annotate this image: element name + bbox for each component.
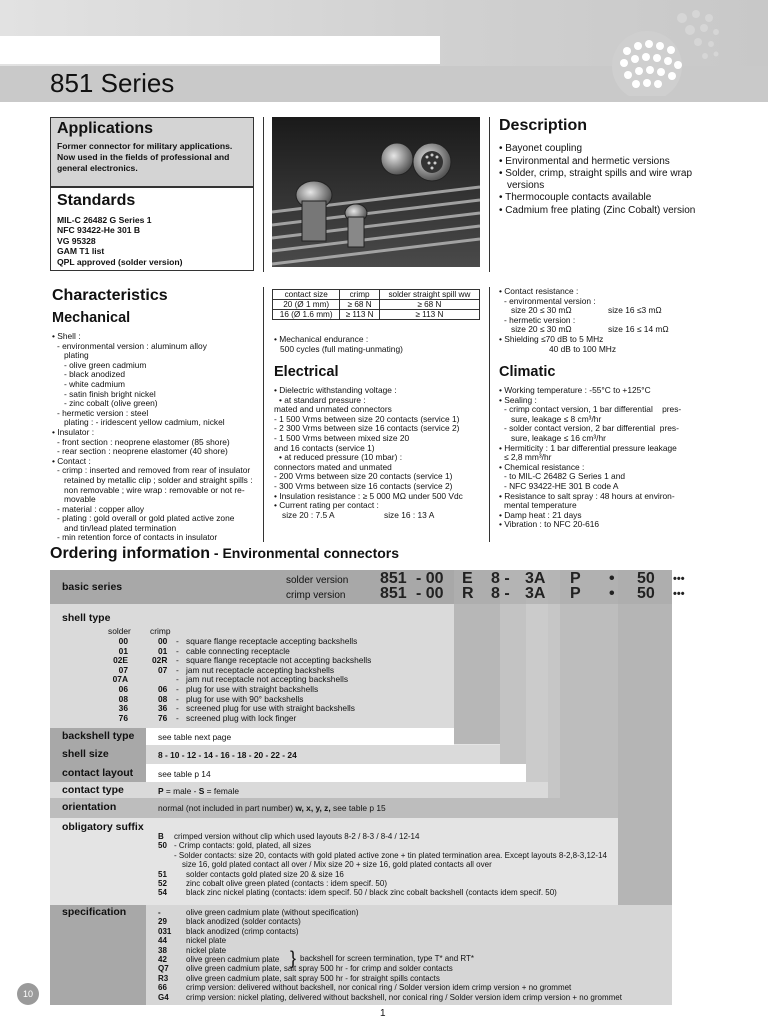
elec-line: • Insulation resistance : ≥ 5 000 MΩ under 500 Vdc bbox=[274, 490, 463, 501]
retention-force-table bbox=[272, 289, 480, 320]
description-item: • Cadmium free plating (Zinc Cobalt) version bbox=[499, 204, 696, 216]
contact-layout-label: contact layout bbox=[62, 767, 134, 779]
shell-solder-code: 07A bbox=[112, 674, 128, 685]
ordering-heading-wrap bbox=[50, 545, 399, 563]
page-title: 851 Series bbox=[50, 68, 175, 98]
suffix-desc: - Solder contacts: size 20, contacts with gold plated active zone + tin plated termination area. Except layouts 8-2,8-3,12-14 bbox=[174, 850, 607, 860]
suffix-desc: size 16, gold plated contact all over / Mix size 20 + size 16, gold plated contacts all over bbox=[182, 860, 492, 870]
shell-size-label: shell size bbox=[62, 748, 109, 760]
spec-code: - bbox=[158, 908, 161, 917]
suffix-code: 50 bbox=[158, 841, 167, 851]
code-suffix: 50 bbox=[637, 585, 655, 602]
code-suffix: 50 bbox=[637, 570, 655, 587]
code-spec: ••• bbox=[673, 588, 685, 600]
backshell-type-label: backshell type bbox=[62, 730, 135, 742]
mech-line: - material : copper alloy bbox=[57, 503, 145, 514]
list-item bbox=[150, 860, 620, 869]
dash: - bbox=[176, 655, 179, 666]
suffix-desc: black zinc nickel plating (contacts: idem specif. 50 / black zinc cobalt backshell (contacts idem specif. 50) bbox=[186, 888, 557, 898]
climatic-line: sure, leakage ≤ 16 cm³/hr bbox=[511, 432, 606, 443]
endurance-line: • Mechanical endurance : bbox=[274, 334, 369, 344]
spec-code: R3 bbox=[158, 973, 169, 983]
list-item bbox=[150, 832, 620, 841]
code-version: E bbox=[462, 570, 473, 587]
mech-line: - crimp : inserted and removed from rear of insulator bbox=[57, 465, 251, 476]
spec-code: 29 bbox=[158, 917, 167, 927]
code-contact: P bbox=[570, 570, 581, 587]
list-item bbox=[150, 927, 672, 936]
orientation-value bbox=[158, 803, 386, 813]
mech-line: plating bbox=[64, 350, 89, 361]
shell-solder-code: 01 bbox=[118, 645, 128, 656]
shell-solder-code: 06 bbox=[118, 683, 128, 694]
contact-layout-value: see table p 14 bbox=[158, 769, 211, 779]
current-rating-line bbox=[274, 511, 486, 521]
shell-type-label: shell type bbox=[62, 612, 111, 624]
table-header-row bbox=[273, 290, 480, 300]
shell-type-list bbox=[90, 637, 450, 723]
list-item bbox=[150, 983, 672, 992]
list-item bbox=[90, 714, 450, 724]
code-spec: ••• bbox=[673, 573, 685, 585]
suffix-code: 51 bbox=[158, 869, 167, 879]
mech-line: • Shell : bbox=[52, 331, 81, 341]
shell-desc: jam nut receptacle not accepting backshells bbox=[186, 674, 349, 685]
suffix-code: 52 bbox=[158, 878, 167, 888]
dash: - bbox=[176, 683, 179, 694]
standard-line: VG 95328 bbox=[57, 235, 96, 246]
description-list bbox=[499, 143, 724, 216]
description-item: • Solder, crimp, straight spills and wire wrap versions bbox=[499, 168, 693, 191]
mech-line: • Contact : bbox=[52, 455, 91, 466]
obligatory-suffix-label: obligatory suffix bbox=[62, 821, 144, 833]
spec-desc: black anodized (crimp contacts) bbox=[186, 926, 299, 936]
orientation-text: normal (not included in part number) bbox=[158, 803, 296, 813]
elec-line: - 1 500 Vrms between size 20 contacts (service 1) bbox=[274, 413, 460, 424]
shell-desc: square flange receptacle not accepting backshells bbox=[186, 655, 372, 666]
suffix-desc: solder contacts gold plated size 20 & size 16 bbox=[186, 869, 344, 879]
mech-line: - white cadmium bbox=[64, 378, 125, 389]
mech-line: - zinc cobalt (olive green) bbox=[64, 398, 158, 409]
climatic-line: - crimp contact version, 1 bar differential pres- bbox=[504, 404, 682, 415]
elec-line: - 200 Vrms between size 20 contacts (service 1) bbox=[274, 471, 453, 482]
resistance-env-line bbox=[499, 306, 724, 316]
resistance-value: size 20 ≤ 30 mΩ bbox=[511, 305, 572, 316]
code-series: 851 bbox=[380, 585, 407, 602]
current-rating-16: size 16 : 13 A bbox=[384, 509, 435, 520]
description-section bbox=[499, 117, 724, 217]
code-orientation: • bbox=[609, 585, 615, 602]
shell-crimp-code: 08 bbox=[158, 693, 168, 704]
mech-line: • Insulator : bbox=[52, 426, 95, 437]
page-number: 1 bbox=[380, 1008, 386, 1019]
mech-line: non removable ; wire wrap : removable or not re- bbox=[64, 484, 245, 495]
code-layout: 3A bbox=[525, 570, 546, 587]
shell-desc: jam nut receptacle accepting backshells bbox=[186, 664, 335, 675]
elec-line: • at standard pressure : bbox=[279, 394, 366, 405]
climatic-text bbox=[499, 386, 724, 530]
shell-crimp-code: 06 bbox=[158, 683, 168, 694]
climatic-line: • Resistance to salt spray : 48 hours at environ- bbox=[499, 490, 675, 501]
list-item bbox=[150, 993, 672, 1002]
mechanical-endurance bbox=[274, 335, 403, 354]
spec-desc: black anodized (solder contacts) bbox=[186, 917, 301, 927]
shell-crimp-code: 76 bbox=[158, 712, 168, 723]
elec-line: connectors mated and unmated bbox=[274, 461, 392, 472]
contact-type-text: = female bbox=[204, 786, 240, 796]
page-number-badge bbox=[17, 983, 39, 1005]
orientation-text: see table p 15 bbox=[330, 803, 386, 813]
climatic-line: - NFC 93422-HE 301 B code A bbox=[504, 480, 619, 491]
shell-desc: plug for use with straight backshells bbox=[186, 683, 319, 694]
contact-type-text: = male - bbox=[163, 786, 199, 796]
contact-resistance bbox=[499, 287, 724, 354]
climatic-line: • Working temperature : -55°C to +125°C bbox=[499, 385, 651, 395]
shell-solder-code: 00 bbox=[118, 636, 128, 646]
description-item: • Thermocouple contacts available bbox=[499, 192, 652, 203]
mech-line: - plating : gold overall or gold plated active zone bbox=[57, 513, 235, 524]
current-rating-20: size 20 : 7.5 A bbox=[282, 509, 335, 520]
list-item bbox=[150, 851, 620, 860]
description-heading: Description bbox=[499, 117, 588, 134]
elec-line: - 300 Vrms between size 16 contacts (service 2) bbox=[274, 480, 453, 491]
shielding-line: 40 dB to 100 MHz bbox=[549, 343, 617, 354]
climatic-line: • Chemical resistance : bbox=[499, 461, 585, 472]
spec-desc: olive green cadmium plate (without specification) bbox=[186, 908, 359, 917]
divider bbox=[263, 117, 264, 272]
standard-line: QPL approved (solder version) bbox=[57, 256, 183, 267]
dash: - bbox=[176, 636, 179, 646]
spec-desc: crimp version: nickel plating, delivered without backshell, nor conical ring / Solder version idem crimp version + no grommet bbox=[186, 992, 622, 1002]
climatic-line: - solder contact version, 2 bar differential pres- bbox=[504, 423, 679, 434]
suffix-code: B bbox=[158, 832, 164, 841]
contact-type-row bbox=[50, 782, 548, 798]
spec-code: 44 bbox=[158, 936, 167, 946]
contact-type-label: contact type bbox=[62, 784, 124, 796]
mech-line: and tin/lead plated termination bbox=[64, 522, 177, 533]
contact-type-code: S bbox=[198, 786, 205, 796]
shell-crimp-code: 00 bbox=[158, 636, 168, 646]
shell-desc: square flange receptacle accepting backshells bbox=[186, 636, 358, 646]
applications-box bbox=[50, 117, 254, 187]
backshell-type-value: see table next page bbox=[158, 732, 232, 742]
table-cell: 16 (Ø 1.6 mm) bbox=[273, 310, 340, 320]
table-cell: ≥ 68 N bbox=[379, 300, 479, 310]
spec-code: 031 bbox=[158, 926, 172, 936]
mech-line: - hermetic version : steel bbox=[57, 407, 149, 418]
solder-col-header: solder bbox=[108, 626, 131, 636]
climatic-line: • Damp heat : 21 days bbox=[499, 509, 582, 520]
shell-desc: cable connecting receptacle bbox=[186, 645, 290, 656]
specification-label: specification bbox=[62, 906, 127, 918]
spec-code: Q7 bbox=[158, 964, 169, 974]
list-item bbox=[150, 908, 672, 917]
list-item bbox=[150, 936, 672, 945]
crimp-col-header: crimp bbox=[150, 626, 171, 636]
table-row bbox=[273, 310, 480, 320]
resistance-herm-line bbox=[499, 325, 724, 335]
code-series: 851 bbox=[380, 570, 407, 587]
code-column-specification bbox=[618, 570, 672, 905]
header-white-strip bbox=[0, 36, 440, 64]
connector-product-photo bbox=[272, 117, 480, 267]
shell-solder-code: 02E bbox=[113, 655, 128, 666]
standard-line: NFC 93422-He 301 B bbox=[57, 225, 141, 236]
list-item bbox=[150, 870, 620, 879]
dash: - bbox=[176, 664, 179, 675]
mech-line: - black anodized bbox=[64, 369, 125, 380]
shell-desc: plug for use with 90° backshells bbox=[186, 693, 304, 704]
description-item: • Environmental and hermetic versions bbox=[499, 155, 670, 167]
shell-solder-code: 36 bbox=[118, 703, 128, 714]
orientation-codes: w, x, y, z, bbox=[295, 803, 331, 813]
basic-series-label: basic series bbox=[62, 581, 123, 593]
elec-line: and 16 contacts (service 1) bbox=[274, 442, 375, 453]
list-item bbox=[150, 917, 672, 926]
shell-desc: screened plug with lock finger bbox=[186, 712, 297, 723]
list-item bbox=[150, 841, 620, 850]
table-cell: ≥ 113 N bbox=[340, 310, 379, 320]
code-shell-type: - 00 bbox=[416, 585, 444, 602]
mech-line: plating : - iridescent yellow cadmium, nickel bbox=[64, 417, 225, 428]
code-column-contact-type bbox=[548, 570, 560, 798]
elec-line: • Current rating per contact : bbox=[274, 500, 379, 511]
spec-code: 42 bbox=[158, 954, 167, 964]
dot-pattern-logo bbox=[612, 6, 722, 96]
shell-crimp-code: 01 bbox=[158, 645, 168, 656]
dash: - bbox=[176, 645, 179, 656]
code-contact: P bbox=[570, 585, 581, 602]
dash: - bbox=[176, 703, 179, 714]
specification-label-bg bbox=[50, 905, 146, 1005]
climatic-line: • Sealing : bbox=[499, 394, 537, 405]
suffix-desc: - Crimp contacts: gold, plated, all sizes bbox=[174, 841, 311, 851]
crimp-version-label: crimp version bbox=[286, 590, 346, 601]
dash: - bbox=[176, 712, 179, 723]
resistance-value: size 20 ≤ 30 mΩ bbox=[511, 324, 572, 335]
elec-line: - 1 500 Vrms between mixed size 20 bbox=[274, 432, 410, 443]
standard-line: MIL-C 26482 G Series 1 bbox=[57, 215, 152, 225]
shell-desc: screened plug for use with straight backshells bbox=[186, 703, 355, 714]
mech-line: - min retention force of contacts in insulator bbox=[57, 532, 218, 543]
code-layout: 3A bbox=[525, 585, 546, 602]
suffix-desc: crimped version without clip which used layouts 8-2 / 8-3 / 8-4 / 12-14 bbox=[174, 832, 420, 841]
standards-heading: Standards bbox=[57, 192, 136, 209]
shell-solder-code: 07 bbox=[118, 664, 128, 675]
shell-size-value: 8 - 10 - 12 - 14 - 16 - 18 - 20 - 22 - 24 bbox=[158, 750, 297, 760]
spec-code: 38 bbox=[158, 945, 167, 955]
description-item: • Bayonet coupling bbox=[499, 143, 583, 154]
page-number-badge-text: 10 bbox=[22, 989, 33, 999]
table-header-cell: crimp bbox=[340, 290, 379, 300]
shielding-line: • Shielding ≤70 dB to 5 MHz bbox=[499, 333, 604, 344]
spec-desc: olive green cadmium plate, salt spray 500 hr - for crimp and solder contacts bbox=[186, 964, 453, 974]
code-size: 8 - bbox=[491, 585, 510, 602]
applications-text: Former connector for military applications. Now used in the fields of professional and general electronics. bbox=[57, 141, 233, 173]
shell-crimp-code: 02R bbox=[152, 655, 168, 666]
elec-line: • Dielectric withstanding voltage : bbox=[274, 385, 397, 395]
code-column-suffix bbox=[560, 570, 618, 818]
code-shell-type: - 00 bbox=[416, 570, 444, 587]
list-item bbox=[150, 879, 620, 888]
ordering-subheading: - Environmental connectors bbox=[210, 545, 400, 561]
codes-crimp-row bbox=[380, 585, 685, 602]
mech-line: - olive green cadmium bbox=[64, 359, 147, 370]
table-header-cell: solder straight spill ww bbox=[379, 290, 479, 300]
standards-list bbox=[57, 215, 182, 267]
contact-type-code: P bbox=[158, 786, 164, 796]
resistance-value: size 16 ≤3 mΩ bbox=[608, 305, 662, 316]
dash: - bbox=[176, 693, 179, 704]
mechanical-text bbox=[52, 332, 260, 543]
spec-code: G4 bbox=[158, 992, 169, 1002]
suffix-code: 54 bbox=[158, 888, 167, 898]
backshell-note: backshell for screen termination, type T* and RT* bbox=[300, 954, 475, 963]
characteristics-heading: Characteristics bbox=[52, 287, 168, 304]
divider bbox=[489, 287, 490, 542]
elec-line: • at reduced pressure (10 mbar) : bbox=[279, 452, 403, 463]
solder-version-label: solder version bbox=[286, 575, 349, 586]
shell-crimp-code: 07 bbox=[158, 664, 168, 675]
mech-line: - environmental version : aluminum alloy bbox=[57, 340, 207, 351]
elec-line: - 2 300 Vrms between size 16 contacts (service 2) bbox=[274, 423, 460, 434]
mech-line: - front section : neoprene elastomer (85 shore) bbox=[57, 436, 230, 447]
climatic-line: • Hermiticity : 1 bar differential pressure leakage bbox=[499, 442, 677, 453]
shell-crimp-code: 36 bbox=[158, 703, 168, 714]
resistance-line: - environmental version : bbox=[504, 295, 596, 306]
resistance-line: - hermetic version : bbox=[504, 314, 576, 325]
contact-type-value bbox=[158, 786, 239, 796]
table-cell: 20 (Ø 1 mm) bbox=[273, 300, 340, 310]
spec-desc: nickel plate bbox=[186, 945, 227, 955]
table-cell: ≥ 113 N bbox=[379, 310, 479, 320]
spec-code: 66 bbox=[158, 983, 167, 993]
code-version: R bbox=[462, 585, 474, 602]
climatic-line: mental temperature bbox=[504, 500, 577, 511]
table-header-cell: contact size bbox=[273, 290, 340, 300]
mech-line: - satin finish bright nickel bbox=[64, 388, 156, 399]
spec-desc: olive green cadmium plate, salt spray 500 hr - for straight spills contacts bbox=[186, 973, 440, 983]
electrical-heading: Electrical bbox=[274, 364, 339, 380]
divider bbox=[489, 117, 490, 272]
elec-line: mated and unmated connectors bbox=[274, 404, 392, 415]
shell-solder-code: 08 bbox=[118, 693, 128, 704]
code-orientation: • bbox=[609, 570, 615, 587]
spec-desc: olive green cadmium plate bbox=[186, 954, 280, 964]
spec-desc: nickel plate bbox=[186, 936, 227, 946]
climatic-line: • Vibration : to NFC 20-616 bbox=[499, 519, 600, 530]
suffix-list bbox=[150, 832, 620, 898]
mechanical-heading: Mechanical bbox=[52, 310, 131, 326]
list-item bbox=[150, 974, 672, 983]
endurance-line: 500 cycles (full mating-unmating) bbox=[280, 343, 403, 354]
list-item bbox=[150, 964, 672, 973]
ordering-heading: Ordering information bbox=[50, 545, 210, 562]
mech-line: movable bbox=[64, 494, 96, 505]
orientation-label: orientation bbox=[62, 801, 117, 813]
resistance-value: size 16 ≤ 14 mΩ bbox=[608, 324, 669, 335]
climatic-line: ≤ 2,8 mm³/hr bbox=[504, 452, 552, 463]
mech-line: retained by metallic clip ; solder and straight spills : bbox=[64, 474, 253, 485]
resistance-line: • Contact resistance : bbox=[499, 286, 579, 296]
electrical-text bbox=[274, 386, 486, 520]
code-size: 8 - bbox=[491, 570, 510, 587]
dash: - bbox=[176, 674, 179, 685]
spec-desc: crimp version: delivered without backshell, nor conical ring / Solder version idem crimp version + no grommet bbox=[186, 983, 572, 993]
climatic-line: sure, leakage ≤ 8 cm³/hr bbox=[511, 413, 602, 424]
shell-solder-code: 76 bbox=[118, 712, 128, 723]
standards-box bbox=[50, 187, 254, 271]
mech-line: - rear section : neoprene elastomer (40 shore) bbox=[57, 446, 228, 457]
climatic-heading: Climatic bbox=[499, 364, 556, 380]
list-item bbox=[150, 888, 620, 897]
table-cell: ≥ 68 N bbox=[340, 300, 379, 310]
brace-icon: } bbox=[290, 948, 297, 968]
table-row bbox=[273, 300, 480, 310]
applications-heading: Applications bbox=[57, 120, 154, 137]
divider bbox=[263, 287, 264, 542]
climatic-line: - to MIL-C 26482 G Series 1 and bbox=[504, 471, 626, 482]
standard-line: GAM T1 list bbox=[57, 246, 105, 257]
suffix-desc: zinc cobalt olive green plated (contacts : idem specif. 50) bbox=[186, 878, 387, 888]
